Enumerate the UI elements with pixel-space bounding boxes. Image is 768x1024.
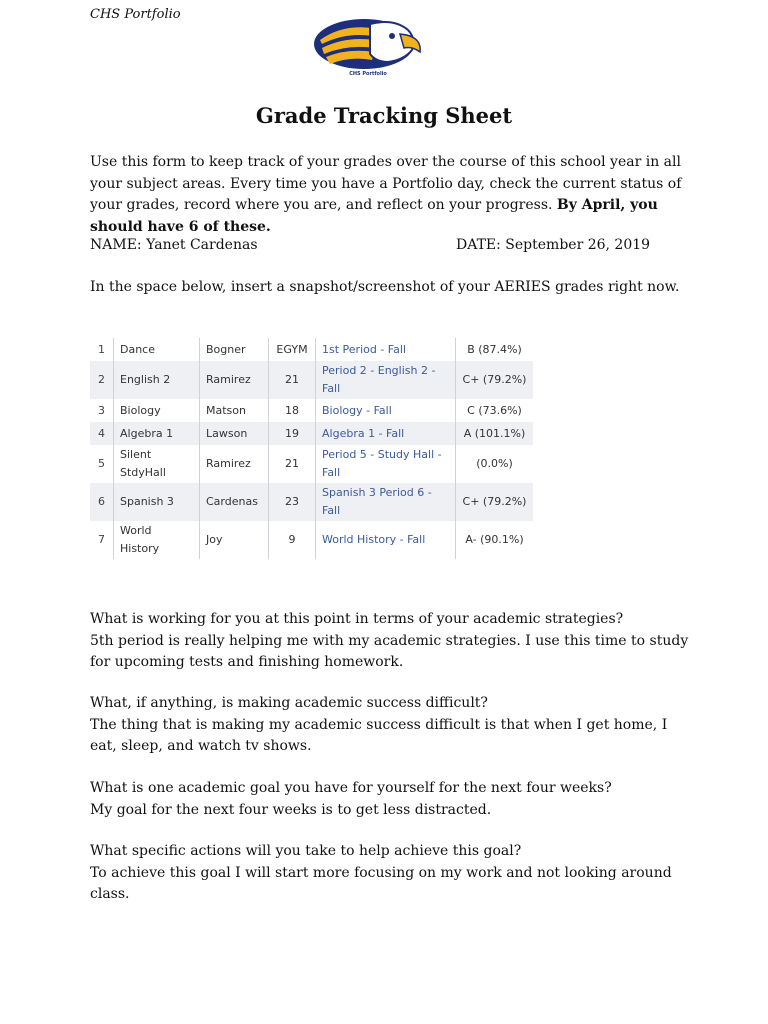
section-link[interactable]: Algebra 1 - Fall — [316, 422, 456, 445]
section-link[interactable]: Period 5 - Study Hall - Fall — [316, 445, 456, 483]
qa-block-4 — [90, 841, 690, 906]
table-row — [90, 445, 533, 483]
qa-block-3 — [90, 778, 690, 821]
period-cell: 4 — [90, 422, 114, 445]
table-row — [90, 483, 533, 521]
grade-cell: (0.0%) — [456, 445, 534, 483]
section-link[interactable]: Spanish 3 Period 6 - Fall — [316, 483, 456, 521]
section-link[interactable]: Period 2 - English 2 - Fall — [316, 361, 456, 399]
qa-block-2 — [90, 693, 690, 758]
table-row — [90, 422, 533, 445]
logo-caption: CHS Portfolio — [349, 71, 387, 77]
teacher-cell: Ramirez — [200, 445, 269, 483]
section-link[interactable]: 1st Period - Fall — [316, 338, 456, 361]
period-cell: 1 — [98, 342, 105, 356]
section-link[interactable]: Biology - Fall — [316, 399, 456, 422]
teacher-cell: Bogner — [200, 338, 269, 361]
period-cell: 5 — [98, 457, 105, 470]
grade-cell: A (101.1%) — [456, 422, 534, 445]
grade-cell: C (73.6%) — [456, 399, 534, 422]
page-title: Grade Tracking Sheet — [255, 103, 513, 128]
period-cell: 7 — [98, 533, 105, 546]
course-cell: Spanish 3 — [114, 483, 200, 521]
intro-bold-text: By April, you should have 6 of these. — [90, 197, 658, 235]
header-label: CHS Portfolio — [90, 7, 181, 22]
course-cell: English 2 — [114, 361, 200, 399]
course-cell: Biology — [114, 399, 200, 422]
course-cell: Algebra 1 — [114, 422, 200, 445]
question-text: What, if anything, is making academic success difficult? — [90, 695, 488, 711]
answer-text: My goal for the next four weeks is to get less distracted. — [90, 801, 492, 818]
intro-paragraph — [90, 152, 690, 238]
room-cell: EGYM — [269, 338, 316, 361]
period-cell: 6 — [90, 483, 114, 521]
teacher-cell: Lawson — [200, 422, 269, 445]
qa-block-1 — [90, 609, 690, 674]
table-row — [90, 361, 533, 399]
grades-table — [90, 338, 533, 559]
section-link[interactable]: World History - Fall — [316, 521, 456, 559]
grade-cell: C+ (79.2%) — [456, 483, 534, 521]
question-text: What specific actions will you take to help achieve this goal? — [90, 843, 522, 859]
answer-text: The thing that is making my academic success difficult is that when I get home, I eat, sleep, and watch tv shows. — [90, 716, 668, 754]
room-cell: 21 — [269, 445, 316, 483]
table-row — [90, 521, 533, 559]
grade-cell: B (87.4%) — [456, 338, 534, 361]
intro-text: Use this form to keep track of your grades over the course of this school year in all your subject areas. Every time you have a Portfolio day, check the current status of your grades, record where you are, and reflect on your progress. — [90, 154, 682, 213]
grade-cell: C+ (79.2%) — [456, 361, 534, 399]
teacher-cell: Cardenas — [200, 483, 269, 521]
room-cell: 19 — [269, 422, 316, 445]
course-cell: Silent StdyHall — [114, 445, 200, 483]
answer-text: To achieve this goal I will start more focusing on my work and not looking around class. — [90, 864, 672, 902]
course-cell: World History — [114, 521, 200, 559]
grade-cell: A- (90.1%) — [456, 521, 534, 559]
room-cell: 18 — [269, 399, 316, 422]
date-line: DATE: September 26, 2019 — [456, 237, 651, 253]
table-row — [90, 399, 533, 422]
room-cell: 21 — [269, 361, 316, 399]
period-cell: 2 — [90, 361, 114, 399]
instruction-text: In the space below, insert a snapshot/screenshot of your AERIES grades right now. — [90, 279, 680, 295]
question-text: What is working for you at this point in terms of your academic strategies? — [90, 611, 624, 627]
teacher-cell: Ramirez — [200, 361, 269, 399]
room-cell: 23 — [269, 483, 316, 521]
name-line: NAME: Yanet Cardenas — [90, 237, 258, 253]
teacher-cell: Matson — [200, 399, 269, 422]
teacher-cell: Joy — [200, 521, 269, 559]
answer-text: 5th period is really helping me with my academic strategies. I use this time to study for upcoming tests and finishing homework. — [90, 632, 689, 670]
room-cell: 9 — [269, 521, 316, 559]
table-row — [90, 338, 533, 361]
question-text: What is one academic goal you have for yourself for the next four weeks? — [90, 780, 612, 796]
course-cell: Dance — [114, 338, 200, 361]
period-cell: 3 — [98, 403, 105, 417]
